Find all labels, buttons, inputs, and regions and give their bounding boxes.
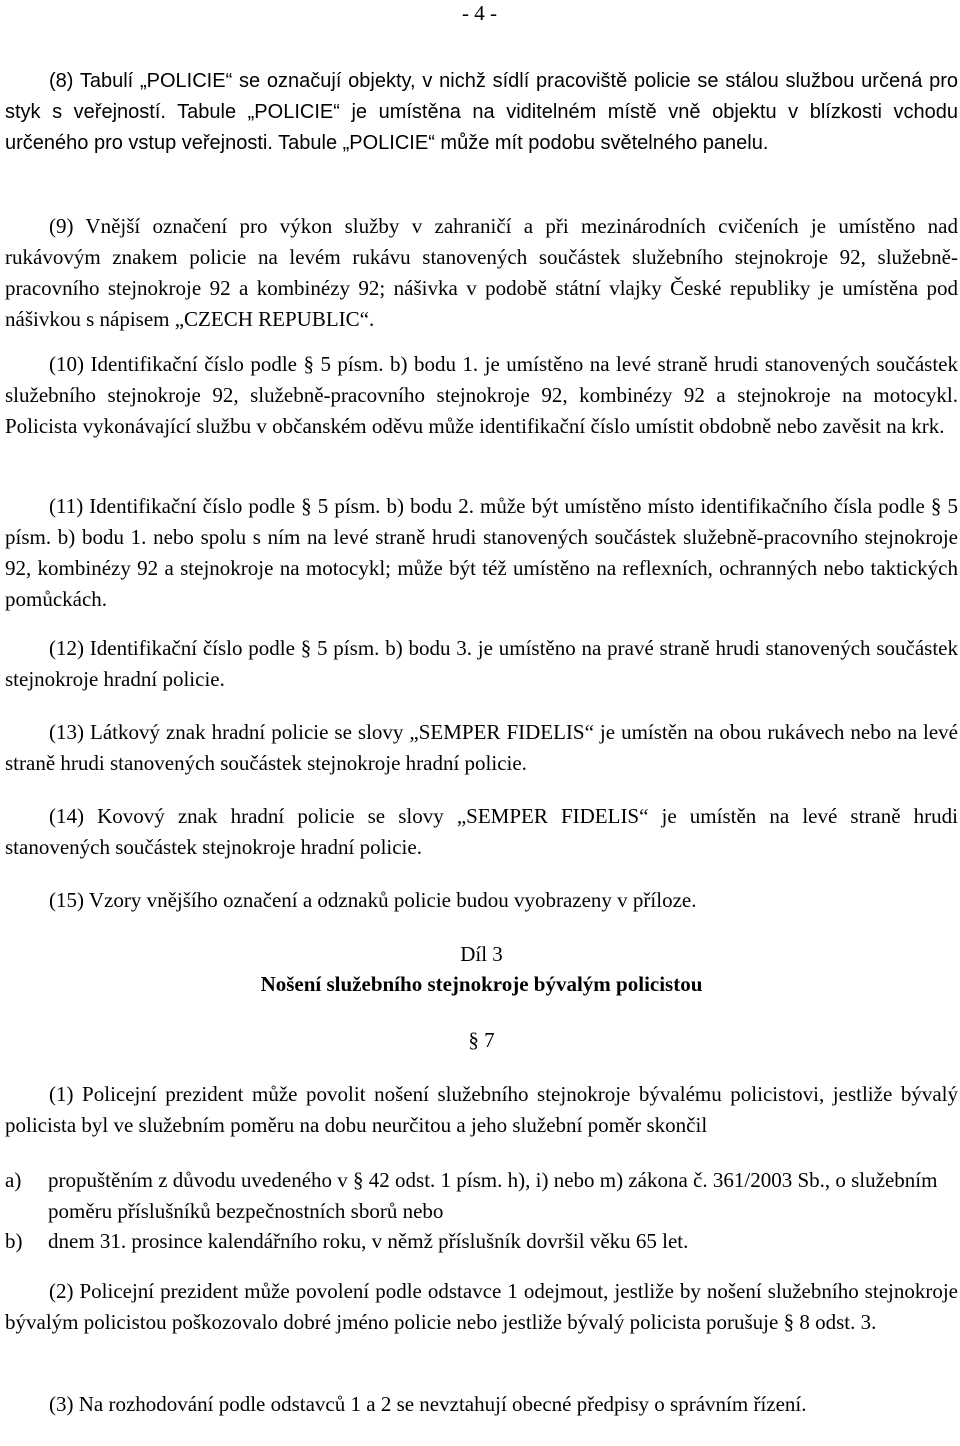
page-number: - 4 - [462, 1, 497, 25]
list-item-b [5, 1226, 958, 1257]
list-marker: a) [5, 1168, 22, 1192]
list-item-text: dnem 31. prosince kalendářního roku, v němž příslušník dovršil věku 65 let. [48, 1229, 689, 1253]
section-heading: § 7 [468, 1028, 495, 1052]
list-item-a [5, 1165, 958, 1227]
paragraph-13: (13) Látkový znak hradní policie se slovy „SEMPER FIDELIS“ je umístěn na obou rukávech nebo na levé straně hrudi stanovených součástek stejnokroje hradní policie. [5, 720, 958, 775]
paragraph-14: (14) Kovový znak hradní policie se slovy „SEMPER FIDELIS“ je umístěn na levé straně hrudi stanovených součástek stejnokroje hradní policie. [5, 804, 958, 859]
section7-paragraph-3: (3) Na rozhodování podle odstavců 1 a 2 se nevztahují obecné předpisy o správním řízení. [49, 1392, 807, 1416]
section7-paragraph-2: (2) Policejní prezident může povolení podle odstavce 1 odejmout, jestliže by nošení služebního stejnokroje bývalým policistou poškozovalo dobré jméno policie nebo jestliže bývalý policista porušuje § 8 odst. 3. [5, 1279, 958, 1334]
paragraph-8: (8) Tabulí „POLICIE“ se označují objekty, v nichž sídlí pracoviště policie se stálou službou určená pro styk s veřejností. Tabule „POLICIE“ je umístěna na viditelném místě vně objektu v blízkosti vchodu určeného pro vstup veřejnosti. Tabule „POLICIE“ může mít podobu světelného panelu. [5, 70, 958, 154]
list-marker: b) [5, 1229, 23, 1253]
paragraph-15: (15) Vzory vnějšího označení a odznaků policie budou vyobrazeny v příloze. [49, 888, 697, 912]
list-item-text: propuštěním z důvodu uvedeného v § 42 odst. 1 písm. h), i) nebo m) zákona č. 361/2003 Sb., o služebním poměru příslušníků bezpečnostních sborů nebo [48, 1168, 938, 1223]
paragraph-12: (12) Identifikační číslo podle § 5 písm. b) bodu 3. je umístěno na pravé straně hrudi stanovených součástek stejnokroje hradní policie. [5, 636, 958, 691]
part-label: Díl 3 [460, 942, 503, 966]
part-title: Nošení služebního stejnokroje bývalým policistou [260, 972, 703, 996]
section7-paragraph-1: (1) Policejní prezident může povolit nošení služebního stejnokroje bývalému policistovi, jestliže bývalý policista byl ve služebním poměru na dobu neurčitou a jeho služební poměr skončil [5, 1082, 958, 1137]
paragraph-11: (11) Identifikační číslo podle § 5 písm. b) bodu 2. může být umístěno místo identifikačního čísla podle § 5 písm. b) bodu 1. nebo spolu s ním na levé straně hrudi stanovených součástek služebně-pracovního stejnokroje 92, kombinézy 92 a stejnokroje na motocykl; může být též umístěno na reflexních, ochranných nebo taktických pomůckách. [5, 494, 958, 611]
paragraph-9: (9) Vnější označení pro výkon služby v zahraničí a při mezinárodních cvičeních je umístěno nad rukávovým znakem policie na levém rukávu stanovených součástek služebního stejnokroje 92, služebně-pracovního stejnokroje 92 a kombinézy 92; nášivka v podobě státní vlajky České republiky je umístěna pod nášivkou s nápisem „CZECH REPUBLIC“. [5, 214, 958, 331]
paragraph-10: (10) Identifikační číslo podle § 5 písm. b) bodu 1. je umístěno na levé straně hrudi stanovených součástek služebního stejnokroje 92, služebně-pracovního stejnokroje 92, kombinézy 92 a stejnokroje na motocykl. Policista vykonávající službu v občanském oděvu může identifikační číslo umístit obdobně nebo zavěsit na krk. [5, 352, 958, 438]
